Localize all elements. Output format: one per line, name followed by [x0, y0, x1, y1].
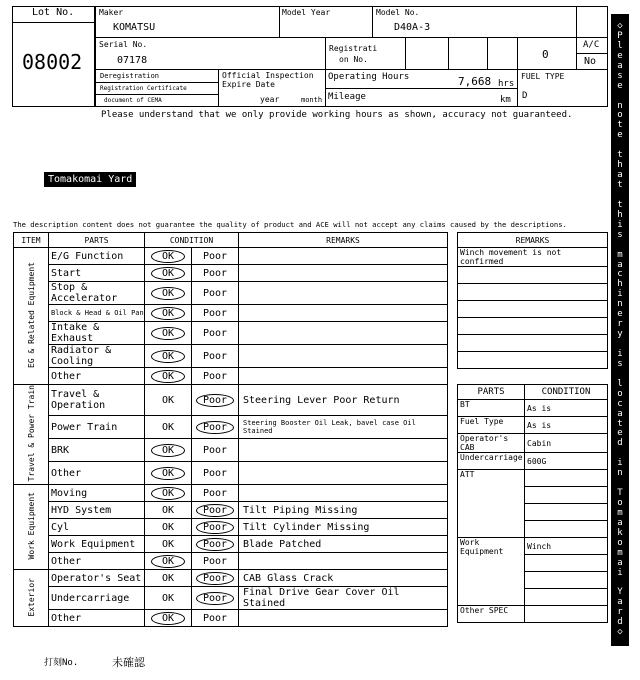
sidebar-char: P — [617, 30, 623, 41]
header-vline-f — [487, 37, 488, 69]
side-remark-cell — [458, 284, 608, 301]
part-cell: Moving — [49, 485, 145, 502]
part-cell: Power Train — [49, 416, 145, 439]
condition-poor-cell — [192, 519, 239, 536]
part-cell: HYD System — [49, 502, 145, 519]
remark-cell: Tilt Piping Missing — [239, 502, 448, 519]
sidebar-char: a — [617, 557, 623, 568]
side-remark-cell — [458, 335, 608, 352]
remark-cell: Blade Patched — [239, 536, 448, 553]
sidebar-char: m — [617, 507, 623, 518]
remark-cell — [239, 322, 448, 345]
pc-condition-cell — [525, 572, 608, 589]
location-sidebar — [611, 14, 629, 646]
poor-selected-oval: Poor — [196, 592, 234, 605]
poor-label: Poor — [202, 350, 228, 362]
poor-selected-oval: Poor — [196, 538, 234, 551]
remark-cell: Steering Booster Oil Leak, bavel case Oil Stained — [239, 416, 448, 439]
sidebar-char: e — [617, 50, 623, 61]
part-cell: Operator's Seat — [49, 570, 145, 587]
pc-condition-header: CONDITION — [525, 385, 608, 400]
model-year-label: Model Year — [282, 8, 331, 17]
sidebar-char: h — [617, 160, 623, 171]
table-row — [14, 345, 448, 368]
sidebar-char: i — [617, 348, 623, 359]
pc-part-cell: Other SPEC — [458, 606, 525, 623]
ok-label: OK — [161, 421, 175, 433]
table-row — [458, 453, 608, 470]
year-label: year — [260, 95, 280, 104]
sidebar-char: s — [617, 70, 623, 81]
table-row — [14, 368, 448, 385]
part-cell: Undercarriage — [49, 587, 145, 610]
condition-ok-cell — [145, 385, 192, 416]
table-row — [458, 318, 608, 335]
ok-selected-oval: OK — [151, 487, 185, 500]
ok-label: OK — [161, 394, 175, 406]
remark-cell: Tilt Cylinder Missing — [239, 519, 448, 536]
pc-condition-cell — [525, 555, 608, 572]
condition-ok-cell — [145, 587, 192, 610]
sidebar-char: s — [617, 229, 623, 240]
ok-selected-oval: OK — [151, 327, 185, 340]
sidebar-char: i — [617, 567, 623, 578]
condition-poor-cell — [192, 462, 239, 485]
condition-poor-cell — [192, 385, 239, 416]
sidebar-char: y — [617, 329, 623, 340]
registration-label-2: on No. — [339, 55, 368, 64]
poor-selected-oval: Poor — [196, 504, 234, 517]
pc-condition-cell — [525, 606, 608, 623]
part-cell: Stop & Accelerator — [49, 282, 145, 305]
condition-poor-cell — [192, 502, 239, 519]
sidebar-char: c — [617, 269, 623, 280]
poor-label: Poor — [202, 307, 228, 319]
table-row — [14, 610, 448, 627]
side-remark-cell — [458, 267, 608, 284]
table-row — [14, 587, 448, 610]
sidebar-char: d — [617, 438, 623, 449]
table-row — [458, 538, 608, 555]
table-row — [14, 305, 448, 322]
poor-selected-oval: Poor — [196, 421, 234, 434]
header-vline-c — [325, 37, 326, 107]
condition-poor-cell — [192, 248, 239, 265]
header-vline-b — [372, 6, 373, 37]
poor-label: Poor — [202, 487, 228, 499]
lot-label: Lot No. — [32, 7, 75, 18]
table-row — [14, 502, 448, 519]
hours-notice: Please understand that we only provide working hours as shown, accuracy not guaranteed. — [101, 110, 573, 120]
sidebar-char: ◇ — [617, 21, 623, 31]
pc-condition-cell — [525, 589, 608, 606]
condition-poor-cell — [192, 610, 239, 627]
side-remarks-table — [457, 232, 608, 369]
table-row — [458, 400, 608, 417]
sidebar-char: m — [617, 547, 623, 558]
yard-badge: Tomakomai Yard — [44, 172, 136, 187]
sidebar-char: a — [617, 259, 623, 270]
side-remark-cell — [458, 301, 608, 318]
table-row — [458, 267, 608, 284]
side-remark-cell: Winch movement is not confirmed — [458, 248, 608, 267]
sidebar-char: o — [617, 498, 623, 508]
sidebar-char: t — [617, 150, 623, 161]
part-cell: Other — [49, 553, 145, 570]
sidebar-char: c — [617, 398, 623, 409]
pc-condition-cell: As is — [525, 417, 608, 434]
table-row — [14, 322, 448, 345]
item-group-label: Exterior — [26, 577, 36, 617]
table-row — [458, 284, 608, 301]
part-cell: Cyl — [49, 519, 145, 536]
table-row — [458, 434, 608, 453]
ac-no: No — [584, 56, 597, 67]
parts-condition-table — [457, 384, 608, 623]
remark-cell: Final Drive Gear Cover Oil Stained — [239, 587, 448, 610]
item-group-cell — [14, 248, 49, 385]
table-row — [14, 439, 448, 462]
sidebar-char: a — [617, 517, 623, 528]
condition-poor-cell — [192, 305, 239, 322]
condition-poor-cell — [192, 322, 239, 345]
side-remark-cell — [458, 318, 608, 335]
sidebar-char: o — [617, 388, 623, 399]
ok-label: OK — [161, 592, 175, 604]
item-group-cell — [14, 385, 49, 485]
sidebar-char: t — [617, 180, 623, 190]
pc-part-cell: Fuel Type — [458, 417, 525, 434]
ok-selected-oval: OK — [151, 250, 185, 263]
sidebar-char: n — [617, 100, 623, 111]
dereg-hline-2 — [95, 94, 218, 95]
item-group-cell — [14, 570, 49, 627]
remark-cell — [239, 282, 448, 305]
month-label: month — [301, 96, 323, 104]
ac-label: A/C — [583, 40, 600, 50]
sidebar-char: ◇ — [617, 627, 623, 638]
table-row — [14, 536, 448, 553]
sidebar-char: r — [617, 319, 623, 330]
poor-selected-oval: Poor — [196, 572, 234, 585]
sidebar-char: n — [617, 468, 623, 479]
remark-cell — [239, 439, 448, 462]
poor-label: Poor — [202, 370, 228, 382]
serial-value: 07178 — [117, 55, 148, 66]
ac-hline — [576, 53, 608, 54]
remark-cell — [239, 265, 448, 282]
cema-label: document of CEMA — [104, 97, 162, 104]
table-row — [458, 606, 608, 623]
header-vline-h — [576, 6, 577, 69]
reg-cert-label: Registration Certificate — [100, 85, 187, 92]
poor-label: Poor — [202, 467, 228, 479]
remark-cell — [239, 305, 448, 322]
ok-selected-oval: OK — [151, 555, 185, 568]
condition-ok-cell — [145, 462, 192, 485]
part-cell: Other — [49, 610, 145, 627]
km-unit: km — [500, 95, 511, 105]
pc-condition-cell — [525, 521, 608, 538]
condition-ok-cell — [145, 553, 192, 570]
condition-ok-cell — [145, 305, 192, 322]
poor-label: Poor — [202, 267, 228, 279]
ok-label: OK — [161, 521, 175, 533]
model-label: Model No. — [376, 8, 420, 17]
ok-selected-oval: OK — [151, 307, 185, 320]
sidebar-char: T — [617, 488, 623, 499]
sidebar-char: d — [617, 617, 623, 628]
ok-selected-oval: OK — [151, 370, 185, 383]
lot-number: 08002 — [22, 50, 83, 74]
ok-selected-oval: OK — [151, 444, 185, 457]
pc-part-cell: BT — [458, 400, 525, 417]
table-row — [458, 301, 608, 318]
poor-label: Poor — [202, 555, 228, 567]
pc-part-cell: Operator's CAB — [458, 434, 525, 453]
sidebar-char: a — [617, 408, 623, 419]
remarks-header: REMARKS — [239, 233, 448, 248]
item-group-label: Work Equipment — [26, 492, 36, 560]
hrs-unit: hrs — [498, 79, 515, 89]
item-group-cell — [14, 485, 49, 570]
sidebar-char: i — [617, 289, 623, 300]
condition-header: CONDITION — [145, 233, 239, 248]
side-remark-cell — [458, 352, 608, 369]
condition-ok-cell — [145, 519, 192, 536]
sidebar-char — [611, 92, 629, 102]
condition-ok-cell — [145, 248, 192, 265]
condition-ok-cell — [145, 416, 192, 439]
sidebar-char: a — [617, 597, 623, 608]
part-cell: Other — [49, 462, 145, 485]
condition-poor-cell — [192, 536, 239, 553]
pc-condition-cell: Cabin — [525, 434, 608, 453]
poor-label: Poor — [202, 250, 228, 262]
remark-cell — [239, 462, 448, 485]
ok-selected-oval: OK — [151, 467, 185, 480]
sidebar-char: m — [617, 249, 623, 260]
ok-selected-oval: OK — [151, 287, 185, 300]
condition-poor-cell — [192, 570, 239, 587]
registration-label-1: Registrati — [329, 44, 378, 53]
condition-ok-cell — [145, 439, 192, 462]
item-header: ITEM — [14, 233, 49, 248]
remark-cell — [239, 345, 448, 368]
sidebar-char: t — [617, 199, 623, 210]
part-cell: Intake & Exhaust — [49, 322, 145, 345]
dereg-label: Deregistration — [100, 72, 160, 80]
condition-poor-cell — [192, 416, 239, 439]
condition-poor-cell — [192, 345, 239, 368]
ok-selected-oval: OK — [151, 612, 185, 625]
sidebar-char: l — [617, 378, 623, 389]
mileage-label: Mileage — [328, 92, 366, 102]
side-remarks-header: REMARKS — [458, 233, 608, 248]
stamp-label: 打刻No. — [44, 658, 79, 668]
model-value: D40A-3 — [394, 22, 431, 33]
table-row — [14, 485, 448, 502]
condition-poor-cell — [192, 587, 239, 610]
table-row — [14, 519, 448, 536]
table-row — [14, 462, 448, 485]
ok-label: OK — [161, 504, 175, 516]
pc-parts-header: PARTS — [458, 385, 525, 400]
sidebar-char: i — [617, 458, 623, 469]
table-row — [14, 416, 448, 439]
condition-ok-cell — [145, 322, 192, 345]
remark-cell: Steering Lever Poor Return — [239, 385, 448, 416]
maker-label: Maker — [99, 8, 124, 17]
table-row — [458, 417, 608, 434]
condition-poor-cell — [192, 282, 239, 305]
condition-poor-cell — [192, 553, 239, 570]
sidebar-char: e — [617, 130, 623, 141]
sidebar-char: a — [617, 60, 623, 71]
header-vline-e — [448, 37, 449, 69]
table-row — [14, 265, 448, 282]
maker-value: KOMATSU — [113, 22, 156, 33]
poor-label: Poor — [202, 444, 228, 456]
condition-ok-cell — [145, 485, 192, 502]
table-row — [14, 385, 448, 416]
ok-label: OK — [161, 538, 175, 550]
part-cell: Radiator & Cooling — [49, 345, 145, 368]
remark-cell — [239, 553, 448, 570]
stamp-value: 未確認 — [112, 656, 145, 669]
condition-poor-cell — [192, 485, 239, 502]
remark-cell — [239, 248, 448, 265]
condition-poor-cell — [192, 265, 239, 282]
part-cell: E/G Function — [49, 248, 145, 265]
pc-condition-cell — [525, 504, 608, 521]
pc-condition-cell — [525, 470, 608, 487]
poor-selected-oval: Poor — [196, 521, 234, 534]
remark-cell — [239, 610, 448, 627]
condition-ok-cell — [145, 368, 192, 385]
table-row — [14, 248, 448, 265]
pc-condition-cell: 600G — [525, 453, 608, 470]
pc-part-cell: Undercarriage — [458, 453, 525, 470]
dereg-hline-1 — [95, 82, 218, 83]
header-vline-g — [517, 37, 518, 107]
item-group-label: EG & Related Equipment — [26, 261, 36, 368]
condition-ok-cell — [145, 282, 192, 305]
ok-label: OK — [161, 572, 175, 584]
condition-poor-cell — [192, 368, 239, 385]
pc-part-cell: ATT — [458, 470, 525, 538]
table-row — [458, 335, 608, 352]
disclaimer: The description content does not guarantee the quality of product and ACE will not accept any claims caused by the descriptions. — [13, 220, 567, 229]
remark-cell: CAB Glass Crack — [239, 570, 448, 587]
hours-label: Operating Hours — [328, 72, 410, 82]
sidebar-char: s — [617, 358, 623, 369]
sidebar-char: o — [617, 110, 623, 121]
poor-label: Poor — [202, 287, 228, 299]
hours-value: 7,668 — [458, 75, 492, 88]
sidebar-text — [611, 14, 629, 638]
header-vline-d — [405, 37, 406, 69]
sidebar-char: k — [617, 527, 623, 538]
condition-ok-cell — [145, 345, 192, 368]
header-vline-a — [279, 6, 280, 37]
sidebar-char: e — [617, 428, 623, 439]
pc-condition-cell: Winch — [525, 538, 608, 555]
ok-selected-oval: OK — [151, 267, 185, 280]
part-cell: Other — [49, 368, 145, 385]
remark-cell — [239, 485, 448, 502]
condition-ok-cell — [145, 536, 192, 553]
condition-ok-cell — [145, 570, 192, 587]
table-row — [458, 352, 608, 369]
sidebar-char: l — [617, 40, 623, 51]
fuel-label: FUEL TYPE — [521, 72, 565, 81]
table-row — [14, 553, 448, 570]
pc-condition-cell: As is — [525, 400, 608, 417]
table-row — [14, 570, 448, 587]
sidebar-char: n — [617, 299, 623, 310]
sidebar-char: Y — [617, 587, 623, 598]
header-vline-i — [218, 69, 219, 107]
condition-ok-cell — [145, 265, 192, 282]
header-hline-2 — [95, 69, 608, 70]
fuel-value: D — [522, 91, 528, 101]
poor-label: Poor — [202, 327, 228, 339]
sidebar-char: i — [617, 219, 623, 230]
mileage-hline — [325, 88, 517, 89]
sidebar-char: e — [617, 309, 623, 320]
header-hline-1 — [95, 37, 608, 38]
part-cell: Work Equipment — [49, 536, 145, 553]
condition-ok-cell — [145, 502, 192, 519]
ok-selected-oval: OK — [151, 350, 185, 363]
parts-header: PARTS — [49, 233, 145, 248]
sidebar-char: t — [617, 418, 623, 429]
inspection-label-2: Expire Date — [222, 80, 275, 89]
sidebar-char: e — [617, 80, 623, 91]
table-row — [458, 470, 608, 487]
pc-condition-cell — [525, 487, 608, 504]
poor-selected-oval: Poor — [196, 394, 234, 407]
part-cell: Block & Head & Oil Pan — [49, 305, 145, 322]
poor-label: Poor — [202, 612, 228, 624]
inspection-table — [13, 232, 448, 627]
serial-label: Serial No. — [99, 40, 148, 49]
sidebar-char: a — [617, 170, 623, 181]
sidebar-char: h — [617, 279, 623, 290]
inspection-label-1: Official Inspection — [222, 71, 314, 80]
sidebar-char: t — [617, 120, 623, 131]
part-cell: Start — [49, 265, 145, 282]
sidebar-char: o — [617, 537, 623, 548]
sidebar-char: h — [617, 209, 623, 220]
table-row — [14, 282, 448, 305]
item-group-label: Travel & Power Train — [26, 385, 36, 482]
part-cell: BRK — [49, 439, 145, 462]
ac-value: 0 — [542, 48, 549, 61]
part-cell: Travel & Operation — [49, 385, 145, 416]
condition-poor-cell — [192, 439, 239, 462]
sidebar-char: r — [617, 607, 623, 618]
remark-cell — [239, 368, 448, 385]
pc-part-cell: Work Equipment — [458, 538, 525, 606]
table-row — [458, 248, 608, 267]
condition-ok-cell — [145, 610, 192, 627]
